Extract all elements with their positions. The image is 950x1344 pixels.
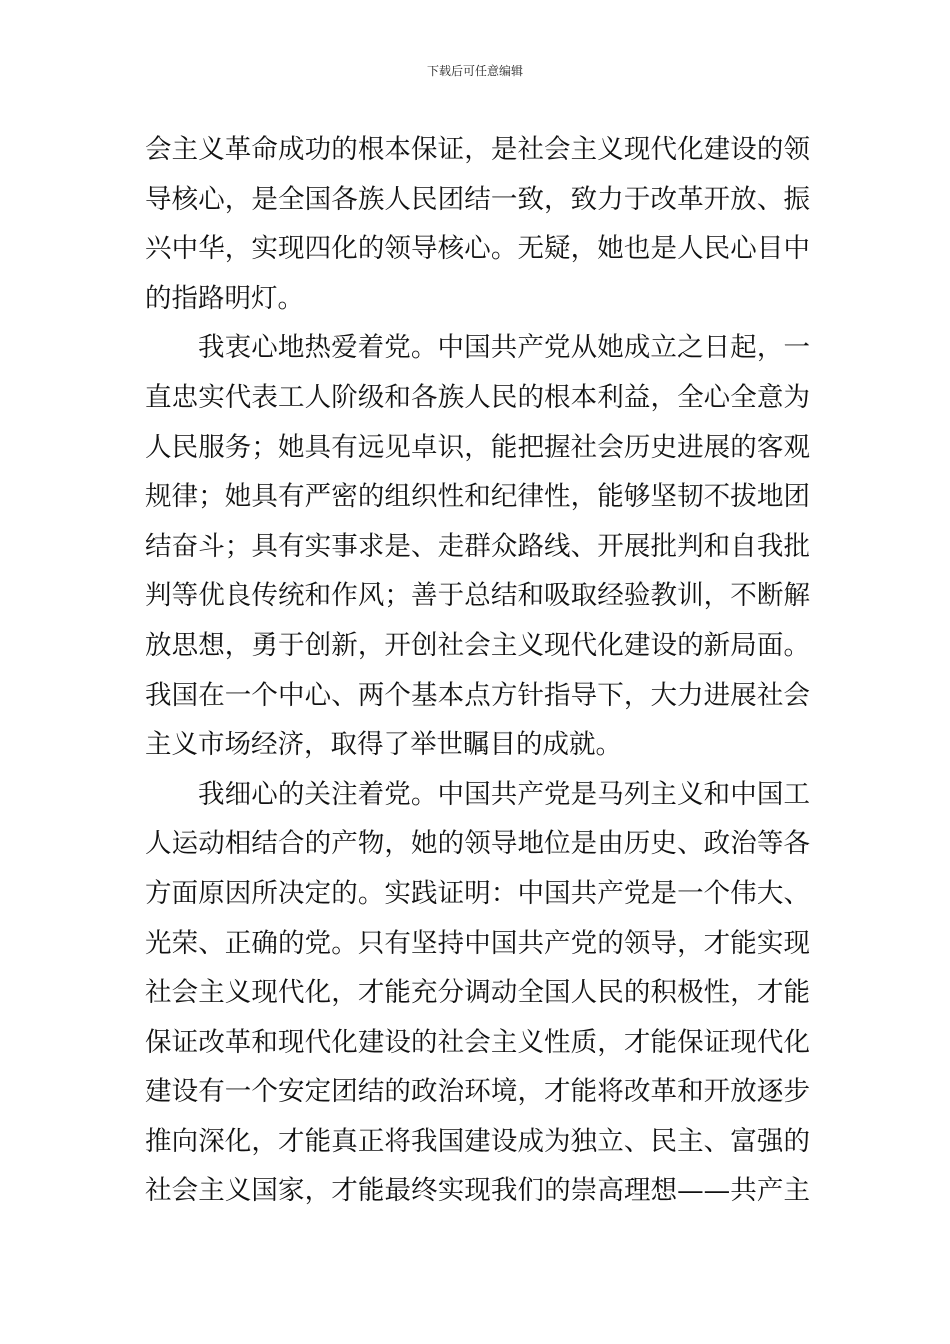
text-line: 导核心，是全国各族人民团结一致，致力于改革开放、振 — [145, 183, 810, 215]
text-line: 推向深化，才能真正将我国建设成为独立、民主、富强的 — [145, 1125, 810, 1157]
text-line: 人民服务；她具有远见卓识，能把握社会历史进展的客观 — [145, 431, 810, 463]
page-header: 下载后可任意编辑 — [426, 64, 523, 78]
text-line: 社会主义现代化，才能充分调动全国人民的积极性，才能 — [145, 977, 810, 1009]
text-line: 我国在一个中心、两个基本点方针指导下，大力进展社会 — [145, 679, 810, 711]
paragraph-first-line: 我细心的关注着党。中国共产党是马列主义和中国工 — [198, 778, 810, 810]
text-line: 建设有一个安定团结的政治环境，才能将改革和开放逐步 — [145, 1076, 810, 1108]
text-line: 保证改革和现代化建设的社会主义性质，才能保证现代化 — [145, 1026, 810, 1058]
text-line: 放思想，勇于创新，开创社会主义现代化建设的新局面。 — [145, 629, 810, 661]
text-line: 社会主义国家，才能最终实现我们的崇高理想——共产主 — [145, 1175, 810, 1207]
text-line: 人运动相结合的产物，她的领导地位是由历史、政治等各 — [145, 828, 810, 860]
text-line: 光荣、正确的党。只有坚持中国共产党的领导，才能实现 — [145, 927, 810, 959]
text-line: 规律；她具有严密的组织性和纪律性，能够坚韧不拔地团 — [145, 481, 810, 513]
text-line: 主义市场经济，取得了举世瞩目的成就。 — [145, 729, 622, 761]
text-line: 的指路明灯。 — [145, 282, 304, 314]
text-line: 兴中华，实现四化的领导核心。无疑，她也是人民心目中 — [145, 233, 810, 265]
text-line: 结奋斗；具有实事求是、走群众路线、开展批判和自我批 — [145, 530, 810, 562]
text-line: 会主义革命成功的根本保证，是社会主义现代化建设的领 — [145, 134, 810, 165]
text-line: 方面原因所决定的。实践证明：中国共产党是一个伟大、 — [145, 877, 810, 909]
paragraph-first-line: 我衷心地热爱着党。中国共产党从她成立之日起，一 — [198, 332, 810, 364]
text-line: 判等优良传统和作风；善于总结和吸取经验教训，不断解 — [145, 580, 810, 612]
document-body — [145, 125, 810, 1216]
text-line: 直忠实代表工人阶级和各族人民的根本利益，全心全意为 — [145, 381, 810, 413]
